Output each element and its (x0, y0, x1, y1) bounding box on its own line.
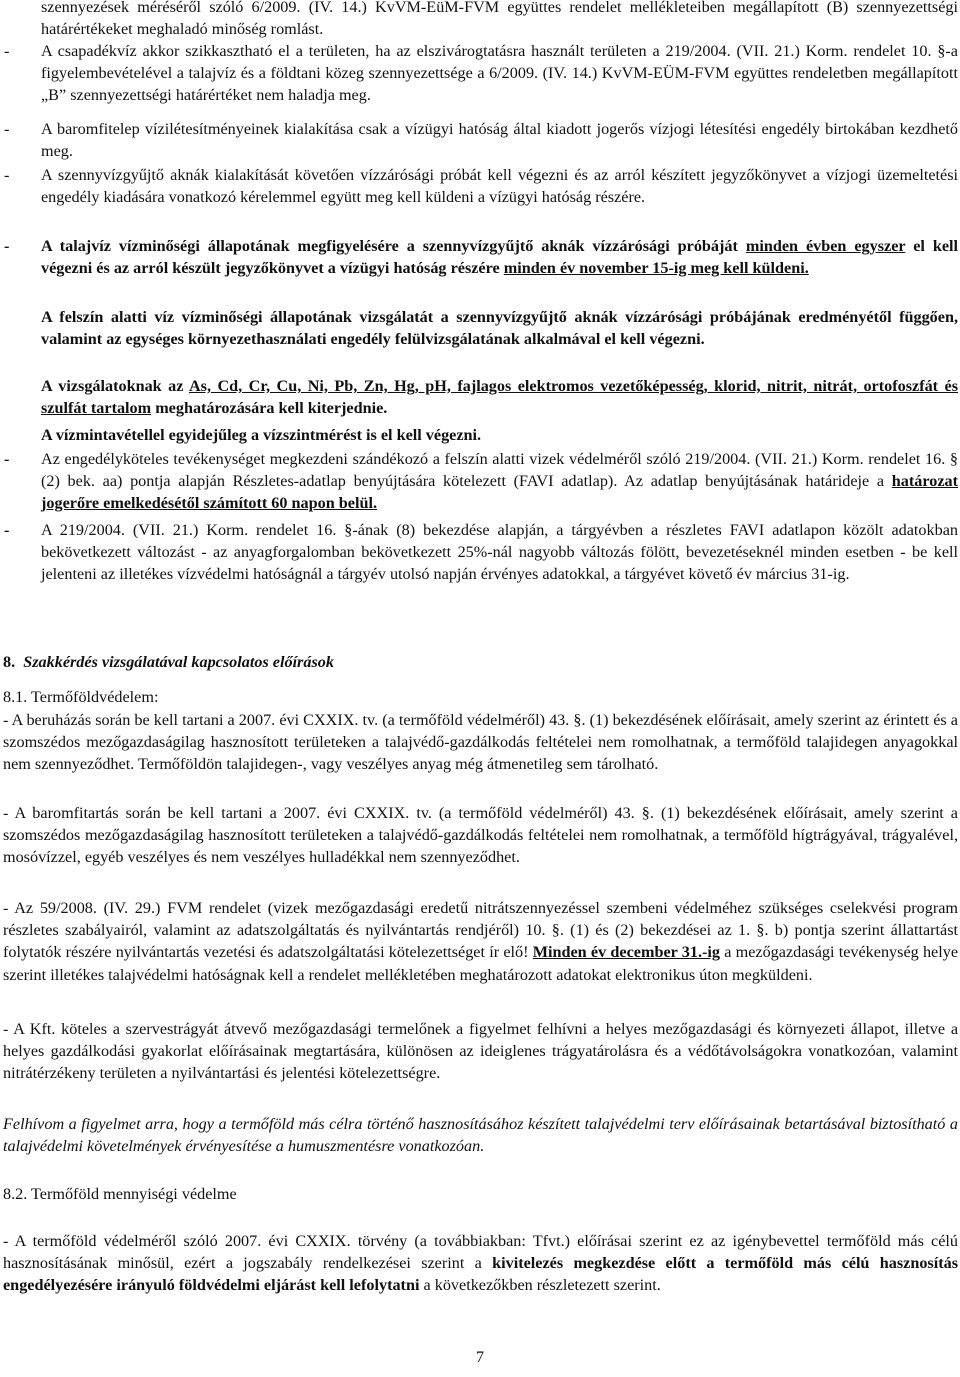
bullet-dash: - (4, 450, 10, 468)
bullet-dash: - (4, 42, 10, 60)
bullet-dash: - (4, 166, 10, 184)
text-run-underlined: minden év november 15-ig meg kell küldeni. (503, 259, 809, 278)
section-number: 8. (3, 653, 16, 671)
page-number: 7 (476, 1349, 484, 1366)
text-run: A felszín alatti víz vízminőségi állapotának vizsgálatát a szennyvízgyűjtő aknák vízzárósági próbájának eredményétől függően, valamint az egységes környezethasználati engedély felülvizsgálatának alkalmával el kell végezni. (41, 308, 958, 349)
paragraph-water-level (41, 424, 958, 446)
text-run-underlined: Minden év december 31.-ig (532, 943, 720, 962)
bullet-dash: - (4, 120, 10, 138)
text-run: humuszmentésre vonatkozóan. (287, 1137, 485, 1156)
text-run: - A beruházás során be kell tartani a 2007. évi CXXIX. tv. (a termőföld védelméről) 43. §. (1) bekezdésének előírásait, amely szerint az érintett és a szomszédos mezőgazdaságilag hasznosított területeken a talajvédő-gazdálkodás feltételei nem romolhatnak, a termőföld talajidegen anyagokkal nem szennyeződhet. Termőföldön talajidegen-, vagy veszélyes anyag még átmenetileg sem tárolható. (3, 711, 958, 774)
text-run: meghatározására kell kiterjednie. (151, 399, 388, 418)
text-run: - A Kft. köteles a szervestrágyát átvevő mezőgazdasági termelőnek a figyelmet felhívni a helyes mezőgazdasági és környezeti állapot, illetve a helyes gazdálkodási gyakorlat előírásainak megtartására, különösen az ideiglenes trágyatárolásra és a védőtávolságokra vonatkozóan, valamint nitrátérzékeny területen a nyilvántartási és jelentési kötelezettségre. (3, 1020, 958, 1083)
paragraph-continuation (41, 0, 958, 40)
subsection-title: 8.1. Termőföldvédelem: (3, 688, 159, 706)
text-run: - A baromfitartás során be kell tartani a 2007. évi CXXIX. tv. (a termőföld védelméről) 43. §. (1) bekezdésének előírásait, amely szerint a szomszédos mezőgazdaságilag hasznosított területeken a talajvédő-gazdálkodás feltételei nem romolhatnak, a termőföld hígtrágyával, trágyalével, mosóvízzel, egyéb veszélyes és nem veszélyes hulladékkal nem szennyeződhet. (3, 804, 958, 867)
text-run: A szennyvízgyűjtő aknák kialakítását követően vízzárósági próbát kell végezni és az arról készített jegyzőkönyvet a vízjogi üzemeltetési engedély kiadására vonatkozó kérelemmel együtt meg kell küldeni a vízügyi hatóság részére. (41, 166, 958, 207)
text-run-underlined: minden évben egyszer (745, 237, 906, 255)
text-run: a következőkben részletezett szerint. (419, 1276, 661, 1295)
text-run: el kell végezni és az arról készült jegyzőkönyvet a vízügyi hatóság részére (41, 237, 958, 278)
section-heading-8 (3, 651, 958, 673)
text-run: a mezőgazdasági tevékenység helye szerint illetékes talajvédelmi hatóságnak kell a rendelet mellékletében meghatározott adatokat elektronikus úton megküldeni. (3, 943, 958, 984)
bullet-dash: - (4, 237, 10, 255)
text-run: Az engedélyköteles tevékenységet megkezdeni szándékozó a felszín alatti vizek védelméről szóló 219/2004. (VII. 21.) Korm. rendelet 16. § (2) bek. aa) pontja alapján Részletes-adatlap benyújtására kötelezett (FAVI adatlap). Az adatlap benyújtásának határideje a (41, 450, 958, 491)
text-run: A talajvíz vízminőségi állapotának megfigyelésére a szennyvízgyűjtő aknák vízzárósági próbáját (41, 237, 746, 255)
text-run: szennyezések méréséről szóló 6/2009. (IV. 14.) KvVM-EüM-FVM együttes rendelet mellékleteiben megállapított (B) szennyezettségi határértékeket meghaladó minőség romlást. (41, 0, 958, 39)
subsection-title: 8.2. Termőföld mennyiségi védelme (3, 1185, 237, 1203)
bullet-item-favi-form (3, 448, 958, 515)
bullet-dash: - (4, 521, 10, 539)
text-run-underlined: As, Cd, Cr, Cu, Ni, Pb, Zn, Hg, pH, fajlagos elektromos vezetőképesség, klorid, nitrit, nitrát, ortofoszfát és szulfát tartalom (41, 377, 958, 418)
bullet-item-favi-changes (3, 519, 958, 586)
text-run: - A termőföld védelméről szóló 2007. évi CXXIX. törvény (a továbbiakban: Tfvt.) előírásai szerint ez az igénybevettel termőföld más célú hasznosításának minősül, ezért a jogszabály rendelkezései szerint a (3, 1232, 958, 1273)
text-run-bold: kivitelezés megkezdése előtt a termőföld más célú hasznosítás engedélyezésére irányuló földvédelmi eljárást kell lefolytatni (3, 1254, 958, 1295)
bullet-item-groundwater-monitoring (3, 235, 958, 279)
paragraph-construction-soil (3, 709, 958, 776)
paragraph-test-parameters (41, 375, 958, 419)
paragraph-poultry-soil (3, 802, 958, 869)
text-run: A vízmintavétellel egyidejűleg a vízszintmérést is el kell végezni. (41, 426, 482, 444)
text-run: A baromfitelep vízilétesítményeinek kialakítása csak a vízügyi hatóság által kiadott jogerős vízjogi létesítési engedély birtokában kezdhető meg. (41, 120, 958, 161)
text-run-underlined: határozat jogerőre emelkedésétől számított 60 napon belül. (41, 472, 958, 513)
paragraph-manure-handover (3, 1018, 958, 1085)
subsection-heading-8-1 (3, 686, 958, 708)
text-run: Felhívom a figyelmet arra, hogy a termőföld más célra történő hasznosításához készített talajvédelmi terv előírásainak betartásával biztosítható a talajvédelmi követelmények érvényesítése a (3, 1115, 958, 1156)
text-run: A vizsgálatoknak az (41, 377, 189, 395)
text-run: A csapadékvíz akkor szikkasztható el a területen, ha az elszivárogtatásra használt területen a 219/2004. (VII. 21.) Korm. rendelet 10. §-a figyelembevételével a talajvíz és a földtani közeg szennyezettsége a 6/2009. (IV. 14.) KvVM-EÜM-FVM együttes rendeletben megállapított „B” szennyezettségi határértéket nem haladja meg. (41, 42, 958, 105)
bullet-item-water-facilities (3, 118, 958, 162)
text-run: A 219/2004. (VII. 21.) Korm. rendelet 16. §-ának (8) bekezdése alapján, a tárgyévben a részletes FAVI adatlapon közölt adatokban bekövetkezett változást - az anyagforgalomban bekövetkezett 25%-nál nagyobb változás fölött, bevezetéseknél minden esetben - be kell jelenteni az illetékes vízvédelmi hatóságnál a tárgyév utolsó napján érvényes adatokkal, a tárgyévet követő év március 31-ig. (41, 521, 958, 584)
paragraph-land-protection-procedure (3, 1230, 958, 1297)
paragraph-attention-note (3, 1113, 958, 1157)
text-run: - Az 59/2008. (IV. 29.) FVM rendelet (vizek mezőgazdasági eredetű nitrátszennyezéssel szembeni védelméhez szükséges cselekvési program részletes szabályairól, valamint az adatszolgáltatás és nyilvántartás rendjéről) 10. §. (1) és (2) bekezdései az 1. §. b) pontja szerint állattartást folytatók részére nyilvántartás vezetési és adatszolgáltatási kötelezettséget ír elő! (3, 899, 958, 962)
paragraph-nitrate-regulation (3, 897, 958, 986)
bullet-item-stormwater (3, 40, 958, 107)
subsection-heading-8-2 (3, 1183, 958, 1205)
paragraph-subsurface-water (41, 306, 958, 350)
bullet-item-sewage-tightness (3, 164, 958, 208)
section-title: Szakkérdés vizsgálatával kapcsolatos előírások (23, 653, 334, 671)
